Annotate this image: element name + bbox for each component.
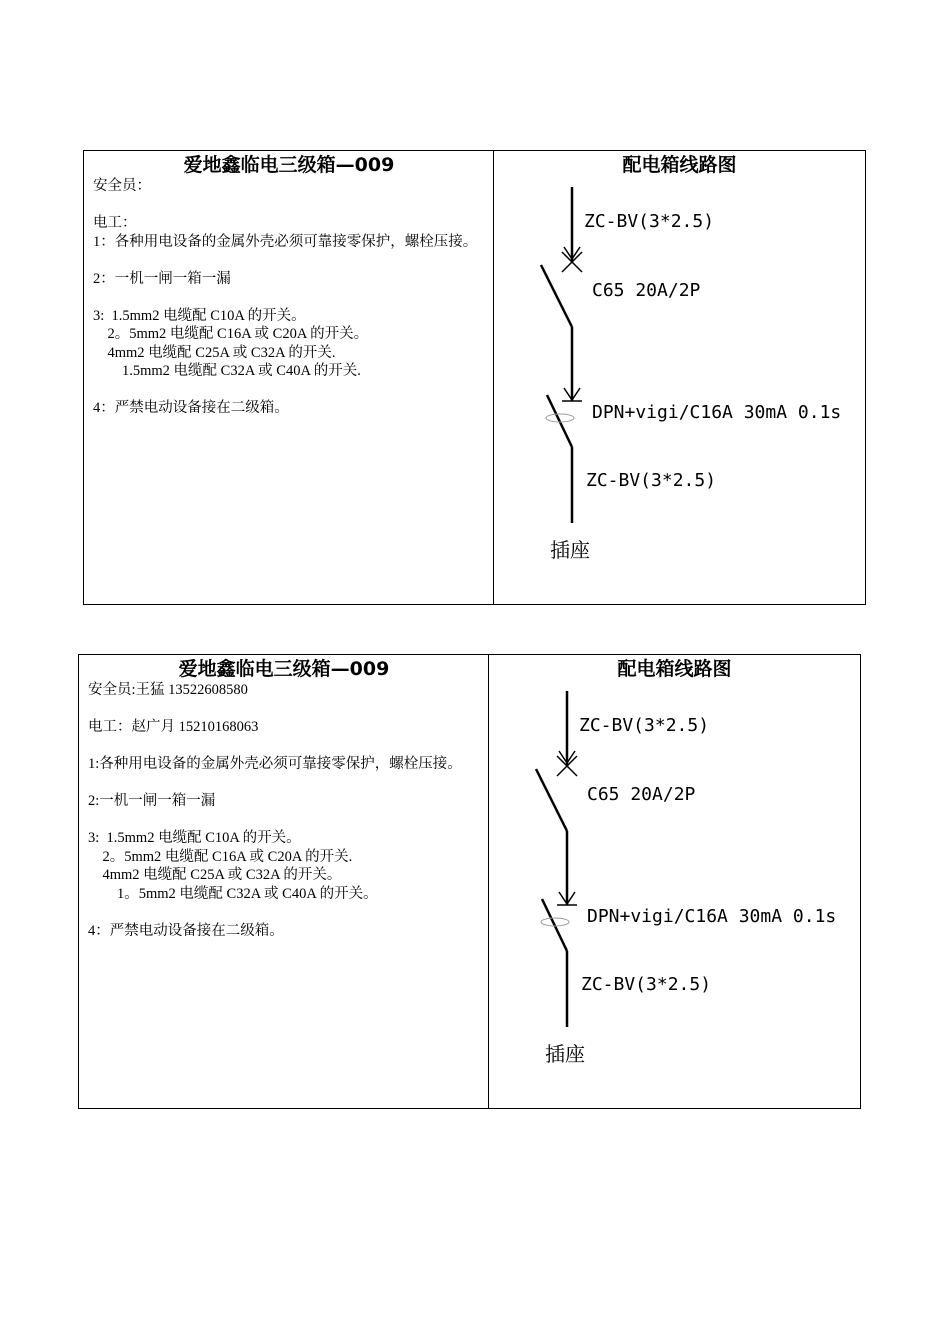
diagram-cell bbox=[489, 655, 860, 1108]
rule-4: 4：严禁电动设备接在二级箱。 bbox=[88, 922, 284, 939]
blank-line bbox=[88, 700, 480, 719]
rule-2: 2：一机一闸一箱一漏 bbox=[93, 270, 231, 287]
load-label: 插座 bbox=[545, 1042, 585, 1066]
rcd-label: DPN+vigi/C16A 30mA 0.1s bbox=[587, 906, 837, 927]
diagram-title: 配电箱线路图 bbox=[622, 154, 737, 176]
rule-3-line-2: 2。5mm2 电缆配 C16A 或 C20A 的开关。 bbox=[93, 326, 369, 342]
notes-cell bbox=[79, 655, 489, 1108]
rule-3-line-1: 3: 1.5mm2 电缆配 C10A 的开关。 bbox=[88, 830, 301, 846]
rule-1: 1：各种用电设备的金属外壳必须可靠接零保护，螺栓压接。 bbox=[93, 233, 478, 250]
rule-3-line-4: 1。5mm2 电缆配 C32A 或 C40A 的开关。 bbox=[88, 885, 378, 902]
blank-line bbox=[93, 251, 485, 270]
blank-line bbox=[88, 811, 480, 830]
rule-3-line-3: 4mm2 电缆配 C25A 或 C32A 的开关。 bbox=[88, 867, 342, 883]
blank-line bbox=[93, 381, 485, 400]
notes-list bbox=[93, 177, 485, 418]
load-label: 插座 bbox=[550, 538, 590, 562]
wiring-diagram bbox=[494, 151, 866, 604]
rule-4: 4：严禁电动设备接在二级箱。 bbox=[93, 400, 289, 416]
box-title: 爱地鑫临电三级箱—009 bbox=[178, 658, 390, 680]
wiring-diagram bbox=[489, 655, 861, 1108]
box-title: 爱地鑫临电三级箱—009 bbox=[183, 154, 395, 176]
blank-line bbox=[93, 196, 485, 215]
rule-2: 2:一机一闸一箱一漏 bbox=[88, 793, 216, 809]
distribution-box-card-1 bbox=[83, 150, 866, 605]
breaker-switch-blade bbox=[541, 265, 572, 327]
rule-3-line-4: 1.5mm2 电缆配 C32A 或 C40A 的开关. bbox=[93, 363, 361, 379]
blank-line bbox=[93, 288, 485, 307]
rule-3-line-2: 2。5mm2 电缆配 C16A 或 C20A 的开关. bbox=[88, 848, 353, 865]
rule-3-line-1: 3: 1.5mm2 电缆配 C10A 的开关。 bbox=[93, 307, 306, 324]
diagram-title: 配电箱线路图 bbox=[617, 658, 732, 680]
notes-cell bbox=[84, 151, 494, 604]
safety-officer-line: 安全员： bbox=[93, 178, 151, 194]
blank-line bbox=[88, 903, 480, 922]
outgoing-cable-label: ZC-BV(3*2.5) bbox=[581, 974, 712, 995]
rule-1: 1:各种用电设备的金属外壳必须可靠接零保护，螺栓压接。 bbox=[88, 756, 462, 772]
outgoing-cable-label: ZC-BV(3*2.5) bbox=[586, 470, 717, 491]
breaker-label: C65 20A/2P bbox=[592, 280, 701, 301]
electrician-line: 电工：赵广月 15210168063 bbox=[88, 719, 259, 735]
rule-3-line-3: 4mm2 电缆配 C25A 或 C32A 的开关. bbox=[93, 344, 336, 361]
safety-officer-line: 安全员:王猛 13522608580 bbox=[88, 682, 248, 698]
incoming-cable-label: ZC-BV(3*2.5) bbox=[579, 715, 710, 736]
breaker-switch-blade bbox=[536, 769, 567, 831]
distribution-box-card-2 bbox=[78, 654, 861, 1109]
blank-line bbox=[88, 737, 480, 756]
blank-line bbox=[88, 774, 480, 793]
breaker-label: C65 20A/2P bbox=[587, 784, 696, 805]
incoming-cable-label: ZC-BV(3*2.5) bbox=[584, 211, 715, 232]
rcd-label: DPN+vigi/C16A 30mA 0.1s bbox=[592, 402, 842, 423]
electrician-line: 电工： bbox=[93, 215, 137, 231]
notes-list bbox=[88, 681, 480, 940]
diagram-cell bbox=[494, 151, 865, 604]
